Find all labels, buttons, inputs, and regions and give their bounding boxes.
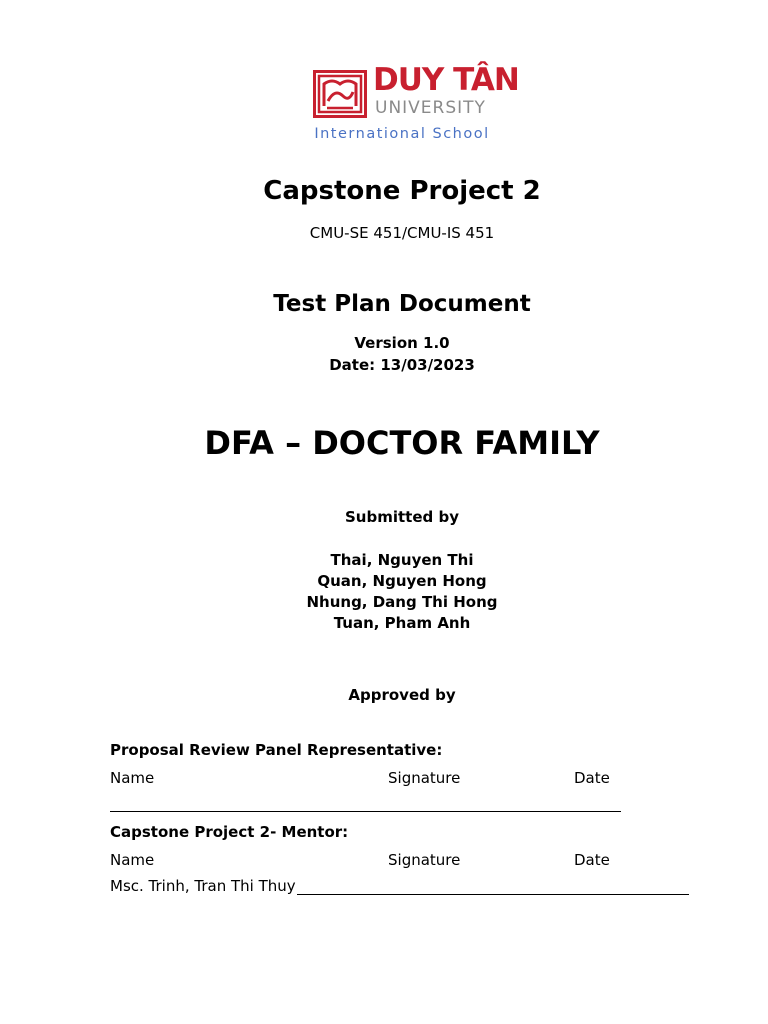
- mentor-signature-line: [297, 878, 689, 895]
- panel-name-header: Name: [110, 769, 155, 787]
- team-members: [0, 550, 768, 634]
- duy-tan-emblem-icon: [313, 70, 367, 118]
- team-member: Tuan, Pham Anh: [333, 614, 471, 632]
- logo-university-name: DUY TÂN: [373, 62, 519, 98]
- panel-signature-header: Signature: [388, 769, 461, 787]
- university-logo: [313, 62, 519, 124]
- document-date: Date: 13/03/2023: [329, 356, 475, 374]
- course-code: CMU-SE 451/CMU-IS 451: [309, 224, 495, 242]
- team-member: Quan, Nguyen Hong: [317, 572, 487, 590]
- panel-signature-line: [110, 811, 621, 812]
- mentor-label: Capstone Project 2- Mentor:: [110, 823, 349, 841]
- mentor-date-header: Date: [574, 851, 610, 869]
- mentor-name: Msc. Trinh, Tran Thi Thuy: [110, 877, 296, 895]
- panel-label: Proposal Review Panel Representative:: [110, 741, 443, 759]
- school-name: International School: [314, 126, 490, 142]
- logo-university-subtitle: UNIVERSITY: [375, 98, 486, 118]
- document-type: Test Plan Document: [273, 291, 531, 317]
- mentor-signature-row: [110, 877, 689, 895]
- team-member: Thai, Nguyen Thi: [330, 551, 474, 569]
- document-title: Capstone Project 2: [263, 176, 541, 206]
- submitted-by-label: Submitted by: [345, 508, 459, 526]
- project-name: DFA – DOCTOR FAMILY: [204, 424, 600, 462]
- mentor-name-header: Name: [110, 851, 155, 869]
- panel-date-header: Date: [574, 769, 610, 787]
- document-version: Version 1.0: [354, 334, 450, 352]
- approved-by-label: Approved by: [348, 686, 456, 704]
- mentor-signature-header: Signature: [388, 851, 461, 869]
- team-member: Nhung, Dang Thi Hong: [306, 593, 498, 611]
